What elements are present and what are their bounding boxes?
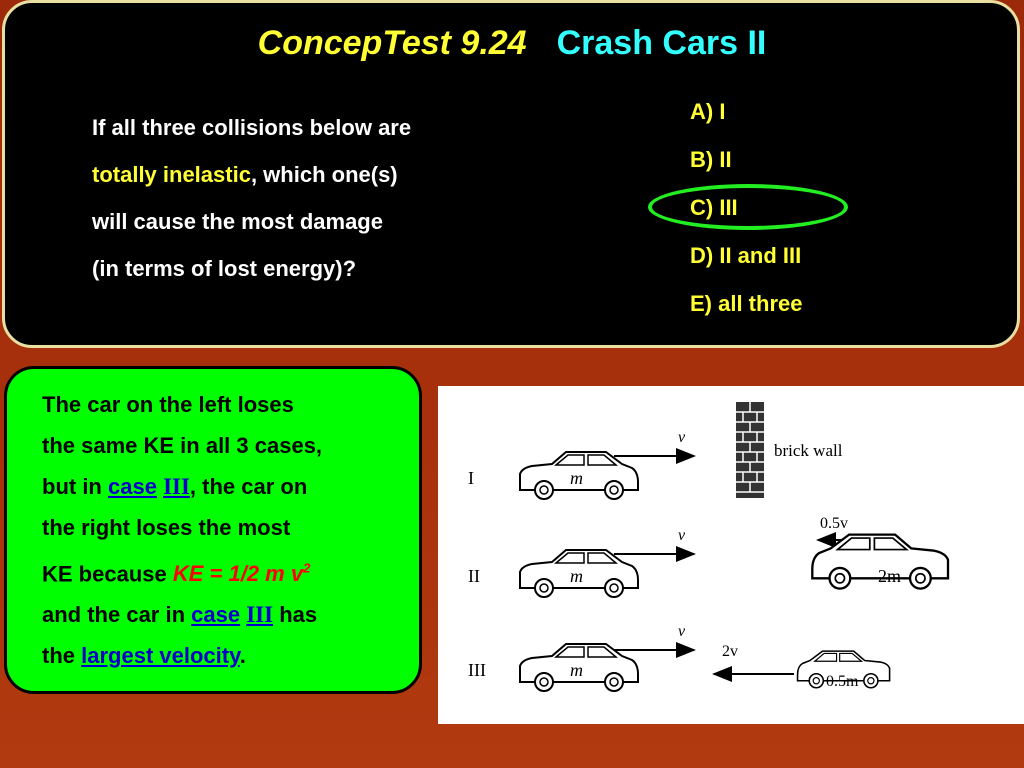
- selected-answer-circle: [648, 184, 848, 230]
- answer-text-fragment: and the car in: [42, 602, 192, 628]
- largest-velocity: largest velocity: [81, 643, 240, 669]
- answer-line: [42, 594, 422, 635]
- test-number: ConcepTest 9.24: [257, 24, 527, 62]
- answer-text-fragment: KE because: [42, 561, 173, 587]
- test-name: Crash Cars II: [556, 24, 767, 62]
- other-velocity-label: 2v: [722, 643, 738, 660]
- other-mass-label: 2m: [878, 566, 902, 586]
- question-line-rest: , which one(s): [250, 162, 398, 187]
- answer-text-fragment: the: [42, 643, 82, 669]
- question-line: (in terms of lost energy)?: [92, 256, 357, 281]
- option-a[interactable]: A) I: [690, 99, 726, 124]
- row-label-i: I: [468, 468, 474, 488]
- answer-line: [42, 466, 422, 507]
- other-velocity-label: 0.5v: [820, 515, 848, 532]
- answer-line: [42, 548, 422, 594]
- question-text: [92, 104, 552, 292]
- highlight-totally-inelastic: totally inelastic: [92, 162, 251, 187]
- option-c[interactable]: C) III: [690, 195, 738, 220]
- collision-diagram: [438, 386, 1024, 724]
- row-label-ii: II: [468, 566, 480, 586]
- row-label-iii: III: [468, 660, 486, 680]
- answer-text-fragment: but in: [42, 474, 108, 499]
- kinetic-energy-equation: [173, 561, 310, 586]
- answer-text-fragment: .: [239, 643, 246, 669]
- brick-wall-label: brick wall: [774, 441, 843, 460]
- equation-text: KE = 1/2 m v: [172, 561, 304, 587]
- case-number: III: [246, 602, 274, 628]
- case-number: III: [163, 474, 190, 499]
- answer-text: [42, 384, 422, 676]
- case-word: case: [191, 602, 241, 628]
- question-line: If all three collisions below are: [92, 115, 412, 140]
- option-b[interactable]: B) II: [690, 147, 732, 172]
- collision-figure: [438, 386, 1024, 724]
- answer-line: [42, 635, 422, 676]
- answer-line: The car on the left loses: [42, 392, 294, 417]
- answer-line: the right loses the most: [42, 515, 291, 540]
- answer-line: the same KE in all 3 cases,: [42, 433, 323, 458]
- equation-exponent: 2: [303, 561, 311, 576]
- answer-text-fragment: , the car on: [189, 474, 308, 499]
- car-mass-label: m: [570, 660, 583, 680]
- question-line: will cause the most damage: [92, 209, 383, 234]
- brick-wall-icon: [736, 402, 764, 498]
- other-mass-label: 0.5m: [826, 673, 859, 690]
- answer-text-fragment: has: [273, 602, 318, 628]
- question-line: [92, 151, 552, 198]
- car-mass-label: m: [570, 468, 583, 488]
- car-mass-label: m: [570, 566, 583, 586]
- option-e[interactable]: E) all three: [690, 291, 803, 316]
- option-d[interactable]: D) II and III: [690, 243, 802, 268]
- velocity-label: v: [678, 429, 686, 446]
- case-word: case: [107, 474, 157, 499]
- velocity-label: v: [678, 527, 686, 544]
- slide-title: [0, 24, 1024, 63]
- velocity-label: v: [678, 623, 686, 640]
